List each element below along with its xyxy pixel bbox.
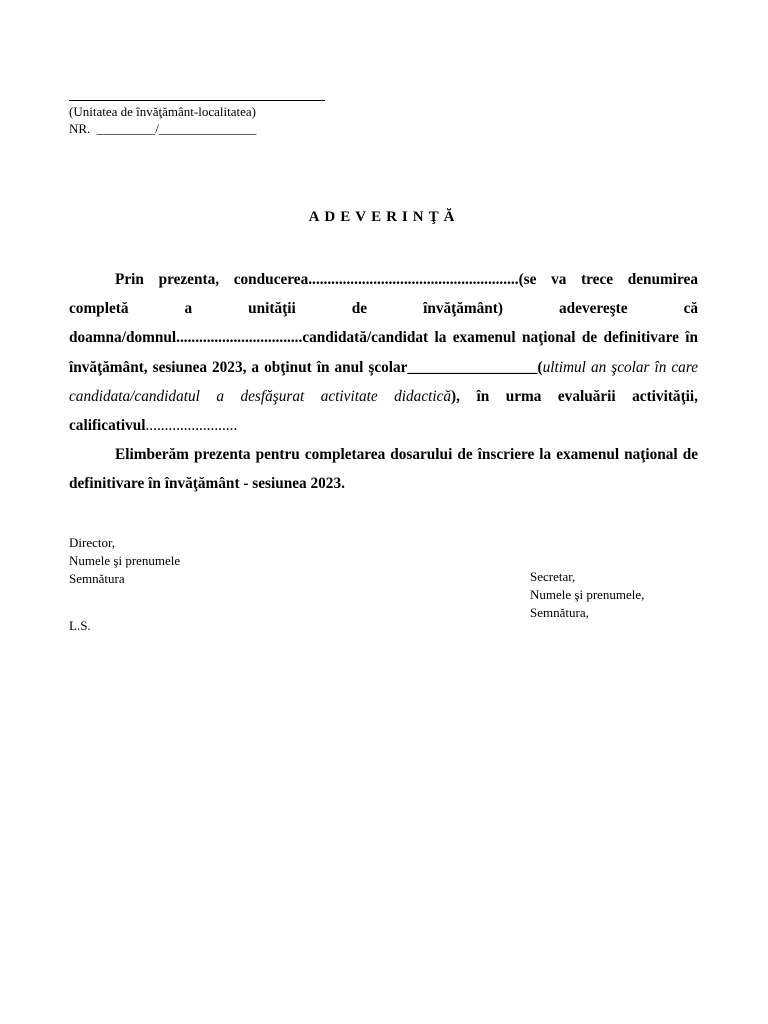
document-title: ADEVERINŢĂ (308, 209, 460, 225)
p1-intro: Prin prezenta, conducerea....................................................... (115, 271, 519, 288)
director-title: Director, (69, 535, 116, 550)
registration-number: NR. _________/_______________ (69, 121, 257, 136)
unit-label: (Unitatea de învăţământ-localitatea) (69, 104, 256, 119)
paragraph-2: Elimberăm prezenta pentru completarea dosarului de înscriere la examenul naţional de definitivare în învăţământ - sesiunea 2023. (69, 446, 698, 493)
document-body (69, 265, 698, 499)
director-name-label: Numele şi prenumele (69, 553, 181, 568)
secretary-title: Secretar, (530, 569, 576, 584)
p1-paren-open: ( (537, 358, 543, 376)
p1-exam-text: candidată/candidat la examenul naţional de definitivare în învăţământ, sesiunea 2023, a obţinut în anul şcolar_________________ (69, 329, 698, 376)
p1-certifies: adevereşte că doamna/domnul................................. (69, 300, 699, 347)
unit-signature-line (69, 86, 325, 101)
p1-unit-hint: (se va trece denumirea completă a unităţii de învăţământ) (69, 271, 698, 318)
secretary-signature-block (530, 568, 644, 622)
p1-evaluation: ), în urma evaluării activităţii, (451, 387, 698, 405)
director-signature-block (69, 534, 180, 588)
p1-qualification: calificativul (69, 417, 146, 435)
paragraph-1 (69, 265, 698, 440)
p1-italic-note: ultimul an şcolar în care candidata/candidatul a desfăşurat activitate didactică (69, 358, 698, 405)
secretary-signature-label: Semnătura, (530, 605, 589, 620)
secretary-name-label: Numele şi prenumele, (530, 587, 645, 602)
director-signature-label: Semnătura (69, 571, 125, 586)
document-header (69, 86, 325, 137)
stamp-placeholder: L.S. (69, 618, 91, 633)
p1-dots: ........................ (145, 417, 238, 435)
